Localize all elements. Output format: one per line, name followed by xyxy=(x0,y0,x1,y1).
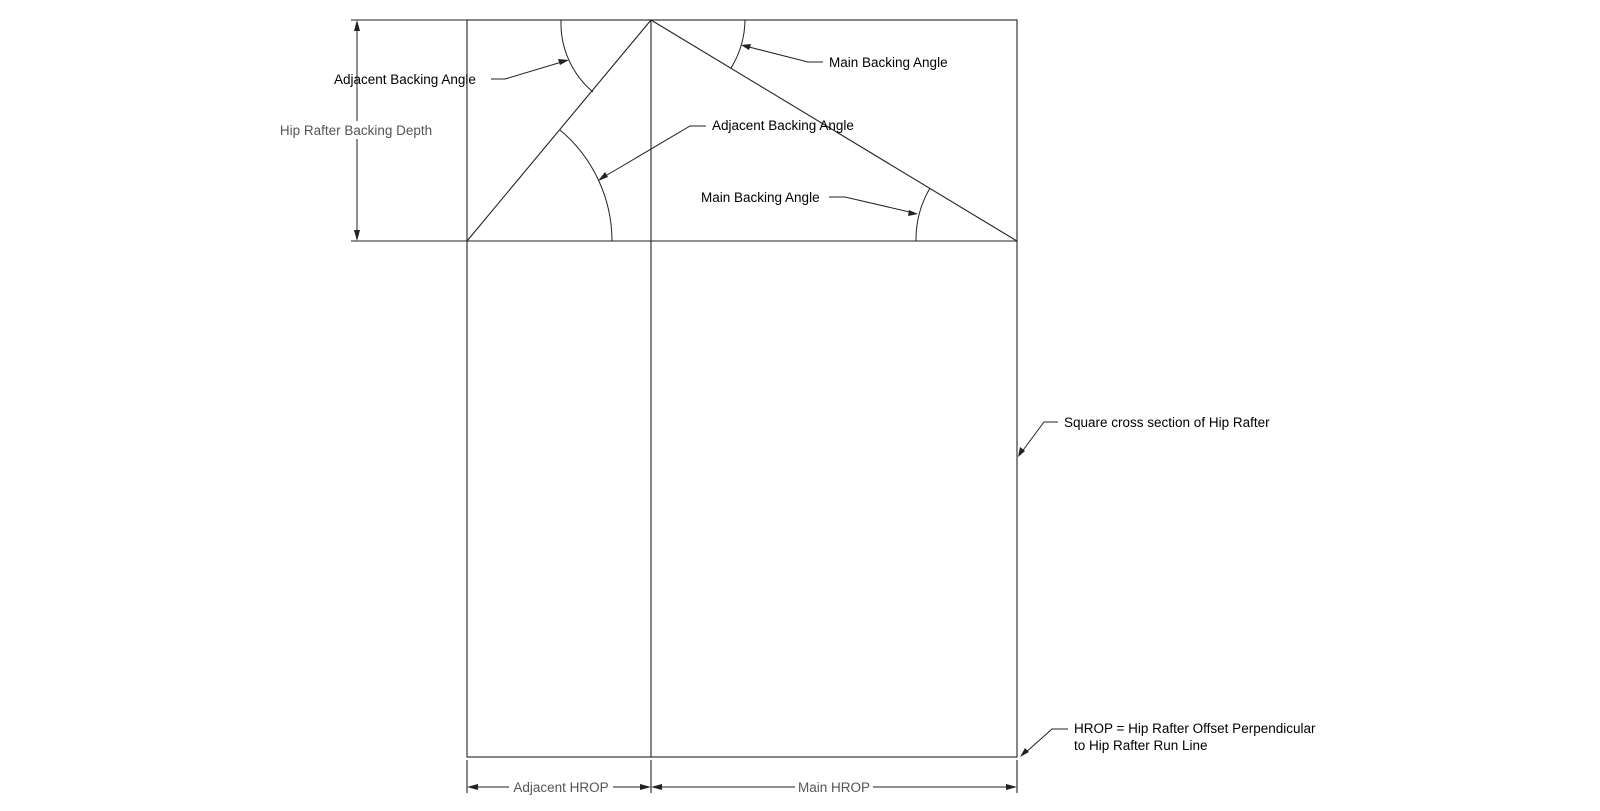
adjacent-backing-angle-top-leader xyxy=(491,61,565,79)
square-cross-section-label: Square cross section of Hip Rafter xyxy=(1064,415,1270,430)
adjacent-hrop-arrow-left xyxy=(467,784,478,790)
main-hrop-arrow-left xyxy=(651,784,662,790)
hrop-definition-arrow xyxy=(1020,748,1029,757)
main-angle-arc-top xyxy=(731,20,745,68)
hrop-definition-leader xyxy=(1024,729,1068,754)
main-angle-arc-bottom xyxy=(916,188,930,241)
backing-depth-arrow-top xyxy=(354,20,360,31)
adjacent-backing-angle-bottom-arrow xyxy=(598,172,608,181)
adjacent-backing-slope xyxy=(467,20,651,241)
hrop-definition-line1: HROP = Hip Rafter Offset Perpendicular xyxy=(1074,721,1316,736)
hip-rafter-backing-depth-label: Hip Rafter Backing Depth xyxy=(279,123,433,138)
main-hrop-arrow-right xyxy=(1006,784,1017,790)
main-backing-angle-top-arrow xyxy=(741,44,751,50)
adjacent-angle-arc-bottom xyxy=(560,130,612,241)
adjacent-backing-angle-top-arrow xyxy=(558,59,569,65)
main-backing-angle-bottom-label: Main Backing Angle xyxy=(701,190,820,205)
main-hrop-label: Main HROP xyxy=(797,780,871,795)
adjacent-hrop-arrow-right xyxy=(640,784,651,790)
main-backing-angle-top-leader xyxy=(745,46,823,62)
backing-depth-arrow-bottom xyxy=(354,230,360,241)
main-backing-angle-bottom-leader xyxy=(829,197,914,213)
main-backing-angle-bottom-arrow xyxy=(908,210,918,216)
adjacent-backing-angle-bottom-leader xyxy=(602,126,706,178)
square-cross-section-leader xyxy=(1021,422,1058,453)
adjacent-backing-angle-bottom-label: Adjacent Backing Angle xyxy=(712,118,854,133)
hrop-definition-line2: to Hip Rafter Run Line xyxy=(1074,738,1208,753)
main-backing-angle-top-label: Main Backing Angle xyxy=(829,55,948,70)
adjacent-angle-arc-top xyxy=(561,20,593,92)
adjacent-backing-angle-top-label: Adjacent Backing Angle xyxy=(334,72,476,87)
adjacent-hrop-label: Adjacent HROP xyxy=(513,780,609,795)
